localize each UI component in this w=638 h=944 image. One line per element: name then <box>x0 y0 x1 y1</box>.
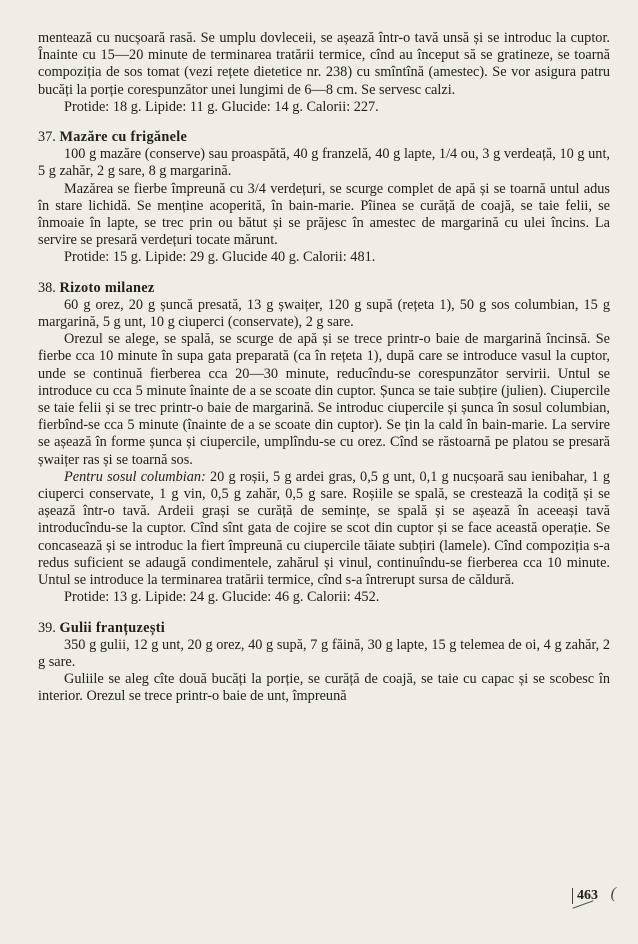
sauce-paragraph <box>38 469 610 589</box>
recipe-title: Gulii franțuzești <box>59 619 166 636</box>
sauce-label: Pentru sosul columbian: <box>64 468 206 485</box>
recipe-heading <box>38 129 610 146</box>
recipe-heading <box>38 280 610 297</box>
recipe-number: 37. <box>38 129 56 146</box>
intro-nutrition: Protide: 18 g. Lipide: 11 g. Glucide: 14 g. Calorii: 227. <box>64 98 379 115</box>
recipe-number: 39. <box>38 619 56 636</box>
recipe-ingredients: 350 g gulii, 12 g unt, 20 g orez, 40 g supă, 7 g făină, 30 g lapte, 15 g telemea de oi, 4 g zahăr, 2 g sare. <box>38 636 610 670</box>
intro-paragraph: mentează cu nucșoară rasă. Se umplu dovleceii, se așează într-o tavă unsă și se introduc la cuptor. Înainte cu 15—20 minute de terminarea tratării termice, cînd au început să se gratineze, se toarnă compoziția de sos tomat (vezi rețete dietetice nr. 238) cu smîntînă (amestec). Se vor asigura patru bucăți la porție corespunzător unei lungimi de 6—8 cm. Se servesc calzi. <box>38 30 610 98</box>
recipe-ingredients: 100 g mazăre (conserve) sau proaspătă, 40 g franzelă, 40 g lapte, 1/4 ou, 3 g verdeață, 10 g unt, 5 g zahăr, 2 g sare, 8 g margarină. <box>38 146 610 180</box>
page-number: 463 <box>572 888 598 904</box>
recipe-number: 38. <box>38 279 56 296</box>
recipe-37 <box>38 129 610 267</box>
recipe-method: Mazărea se fierbe împreună cu 3/4 verdețuri, se scurge complet de apă și se toarnă untul adus în stare lichidă. Se menține acoperită, în bain-marie. Pîinea se curăță de coajă, se taie felii, se înmoaie în lapte, se trec prin ou bătut și se prăjesc în amestec de margarină cu ulei încins. La servire se presară verdețuri tocate mărunt. <box>38 180 610 249</box>
recipe-nutrition: Protide: 13 g. Lipide: 24 g. Glucide: 46 g. Calorii: 452. <box>64 589 380 606</box>
recipe-nutrition: Protide: 15 g. Lipide: 29 g. Glucide 40 g. Calorii: 481. <box>64 249 376 266</box>
recipe-method: Orezul se alege, se spală, se scurge de apă și se trece printr-o baie de margarină încinsă. Se fierbe cca 10 minute în supa gata preparată (ca în rețeta 1), după care se introduce vasul la cuptor, unde se continuă fierberea cca 20—30 minute, reducîndu-se corespunzător servirii. Untul se introduce cu cca 5 minute înainte de a se scoate din cuptor. Șunca se taie subțire (julien). Ciupercile se taie felii și se trec printr-o baie de margarină. Se introduc ciupercile și șunca în sosul columbian, fierbînd-se cca 5 minute (înainte de a se scoate din cuptor). Se țin la cald în bain-marie. La servire se așează în forme șunca și ciupercile, umplîndu-se cu orez. Cînd se răstoarnă pe platou se presară șwaițer ras și se toarnă sos. <box>38 331 610 468</box>
sauce-text: 20 g roșii, 5 g ardei gras, 0,5 g unt, 0,1 g nucșoară sau ienibahar, 1 g ciuperci conservate, 1 g vin, 0,5 g zahăr, 0,5 g sare. Roșiile se spală, se crestează la codiță și se așează într-o tavă. Ardeii grași se curăță de semințe, se spală și se așează în aceeași tavă introducîndu-se la cuptor. Cînd sînt gata de cojire se scot din cuptor și se face această operație. Se concasează și se introduc la fiert împreună cu ciupercile tăiate subțiri (lamele). Cînd compoziția s-a redus suficient se adaugă condimentele, zahărul și vinul, continuîndu-se fierberea cca 10 minute. Untul se introduce la terminarea tratării termice, cînd s-a întrerupt sursa de căldură. <box>38 468 610 589</box>
recipe-heading <box>38 620 610 637</box>
recipe-ingredients: 60 g orez, 20 g șuncă presată, 13 g șwaițer, 120 g supă (rețeta 1), 50 g sos columbian, 15 g margarină, 5 g unt, 10 g ciuperci (conservate), 2 g sare. <box>38 296 610 331</box>
recipe-method: Guliile se aleg cîte două bucăți la porție, se curăță de coajă, se taie cu capac și se scobesc în interior. Orezul se trece printr-o baie de unt, împreună <box>38 671 610 705</box>
recipe-title: Rizoto milanez <box>59 279 155 296</box>
recipe-38 <box>38 280 610 607</box>
recipe-39 <box>38 620 610 706</box>
recipe-title: Mazăre cu frigănele <box>59 129 188 146</box>
page-margin-mark: ( <box>610 885 616 902</box>
